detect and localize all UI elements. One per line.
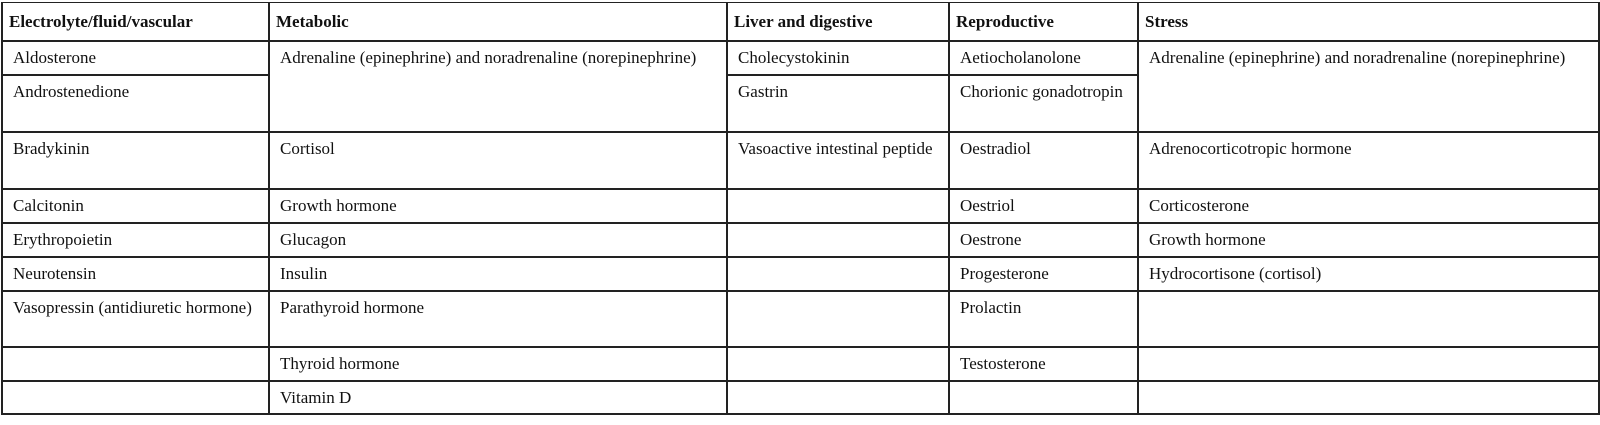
hormone-table [1,2,1600,415]
header-stress: Stress [1138,3,1599,42]
cell-text: Androstenedione [13,82,130,101]
cell-text: Oestrone [960,230,1022,249]
cell-text: Hydrocortisone (cortisol) [1149,264,1322,283]
table-cell [2,347,269,381]
table-row [2,257,1599,291]
cell-text: Growth hormone [1149,230,1266,249]
table-cell [269,381,727,414]
table-cell [949,223,1138,257]
header-metabolic: Metabolic [269,3,727,42]
cell-text: Aetiocholanolone [960,48,1081,67]
cell-text: Thyroid hormone [280,354,400,373]
cell-text: Vasopressin (antidiuretic hormone) [13,298,252,317]
cell-text: Adrenaline (epinephrine) and noradrenaline (norepinephrine) [1149,48,1566,67]
header-electrolyte: Electrolyte/fluid/vascular [2,3,269,42]
table-cell [949,381,1138,414]
cell-text: Vitamin D [280,388,352,407]
table-cell [2,223,269,257]
table-cell [2,189,269,223]
cell-text: Cholecystokinin [738,48,850,67]
table-cell [949,132,1138,189]
table-cell [727,347,949,381]
table-cell [269,189,727,223]
table-cell [1138,257,1599,291]
hormone-table-container [1,2,1598,415]
table-cell [727,132,949,189]
cell-text: Adrenaline (epinephrine) and noradrenaline (norepinephrine) [280,48,697,67]
cell-text: Insulin [280,264,328,283]
table-row [2,291,1599,347]
header-row [2,3,1599,42]
table-cell [727,41,949,75]
cell-text: Testosterone [960,354,1046,373]
cell-text: Oestradiol [960,139,1031,158]
table-row [2,223,1599,257]
table-row [2,132,1599,189]
cell-text: Bradykinin [13,139,90,158]
table-cell [1138,41,1599,132]
table-cell [727,291,949,347]
table-cell [269,223,727,257]
cell-text: Oestriol [960,196,1015,215]
cell-text: Vasoactive intestinal peptide [738,139,933,158]
table-cell [949,41,1138,75]
cell-text: Calcitonin [13,196,84,215]
table-cell [269,257,727,291]
table-row [2,381,1599,414]
cell-text: Parathyroid hormone [280,298,424,317]
cell-text: Prolactin [960,298,1022,317]
table-row [2,189,1599,223]
header-reproductive: Reproductive [949,3,1138,42]
cell-text: Neurotensin [13,264,97,283]
table-cell [1138,347,1599,381]
table-row [2,41,1599,75]
cell-text: Glucagon [280,230,347,249]
table-cell [727,223,949,257]
table-cell [1138,132,1599,189]
table-cell [269,132,727,189]
table-cell [2,257,269,291]
cell-text: Chorionic gonadotropin [960,82,1123,101]
table-cell [2,75,269,132]
table-cell [2,381,269,414]
cell-text: Aldosterone [13,48,97,67]
table-cell [1138,381,1599,414]
cell-text: Adrenocorticotropic hormone [1149,139,1352,158]
table-row [2,347,1599,381]
table-cell [2,291,269,347]
table-cell [949,291,1138,347]
table-cell [727,257,949,291]
table-cell [269,347,727,381]
header-liver-digestive: Liver and digestive [727,3,949,42]
cell-text: Gastrin [738,82,789,101]
table-cell [949,257,1138,291]
table-cell [269,41,727,132]
table-cell [2,41,269,75]
cell-text: Corticosterone [1149,196,1250,215]
table-cell [269,291,727,347]
cell-text: Growth hormone [280,196,397,215]
table-cell [949,189,1138,223]
table-cell [727,381,949,414]
cell-text: Cortisol [280,139,335,158]
table-cell [949,347,1138,381]
table-cell [1138,291,1599,347]
cell-text: Progesterone [960,264,1049,283]
cell-text: Erythropoietin [13,230,113,249]
table-cell [1138,223,1599,257]
table-cell [2,132,269,189]
table-cell [727,75,949,132]
table-cell [1138,189,1599,223]
table-cell [949,75,1138,132]
table-cell [727,189,949,223]
